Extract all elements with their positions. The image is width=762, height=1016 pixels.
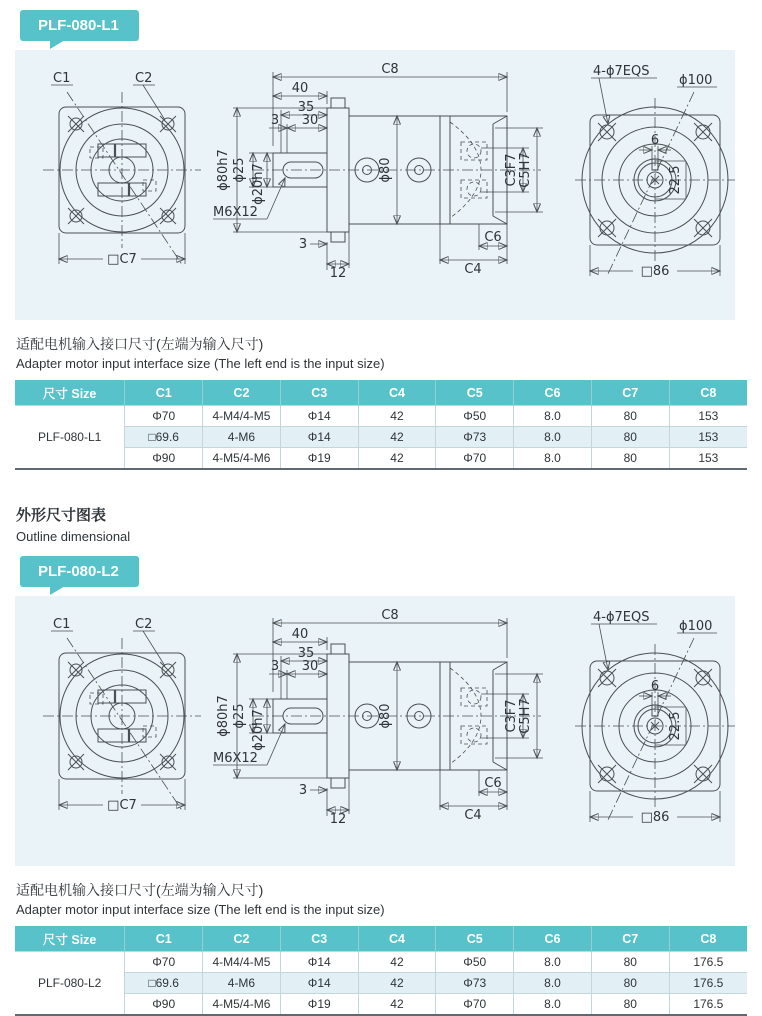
dim-40: 40	[291, 81, 309, 96]
technical-drawing	[15, 598, 735, 864]
col-header-c8: C8	[669, 380, 747, 406]
dim-12: 12	[329, 266, 347, 281]
cell: 176.5	[669, 973, 747, 994]
adapter-caption-1	[16, 334, 762, 371]
cell: 80	[591, 427, 669, 448]
label-d100: ϕ100	[679, 619, 713, 634]
cell: 153	[669, 406, 747, 427]
cell: Φ70	[125, 406, 203, 427]
label-c2: C2	[135, 617, 153, 632]
col-header-size: 尺寸 Size	[15, 926, 125, 952]
view-section	[213, 608, 543, 827]
model-badge-l1: PLF-080-L1	[20, 10, 139, 41]
dim-c4: C4	[464, 262, 482, 277]
dim-3-top: 3	[270, 113, 280, 128]
dim-c5h7: C5H7	[518, 698, 533, 734]
dim-c7: □C7	[107, 798, 137, 813]
col-header-c6: C6	[514, 926, 592, 952]
dim-d80h7: ϕ80h7	[216, 695, 231, 737]
view-section	[213, 62, 543, 281]
col-header-c7: C7	[591, 380, 669, 406]
outline-zh: 外形尺寸图表	[16, 507, 107, 524]
cell: 4-M4/4-M5	[203, 406, 281, 427]
dim-d20h7: ϕ20h7	[251, 709, 266, 751]
cell: 4-M5/4-M6	[203, 994, 281, 1016]
cell: 80	[591, 973, 669, 994]
label-m6x12: M6X12	[213, 751, 258, 766]
dim-3-bottom: 3	[298, 237, 308, 252]
dim-c5h7: C5H7	[518, 152, 533, 188]
cell: 80	[591, 952, 669, 973]
cell: 42	[358, 994, 436, 1016]
cell: 8.0	[514, 406, 592, 427]
cell: Φ90	[125, 994, 203, 1016]
dim-c8: C8	[381, 608, 399, 623]
cell: 176.5	[669, 952, 747, 973]
table-row	[15, 994, 747, 1016]
dim-d80: ϕ80	[378, 157, 393, 183]
table-row	[15, 973, 747, 994]
dim-22-5: 22.5	[668, 165, 683, 195]
dim-30: 30	[301, 659, 319, 674]
dim-c3f7: C3F7	[504, 699, 519, 733]
outline-en: Outline dimensional	[16, 529, 131, 544]
dim-22-5: 22.5	[668, 711, 683, 741]
dim-40: 40	[291, 627, 309, 642]
col-header-c5: C5	[436, 380, 514, 406]
dim-30: 30	[301, 113, 319, 128]
label-c2: C2	[135, 71, 153, 86]
dim-35: 35	[297, 646, 315, 661]
table-row	[15, 406, 747, 427]
cell: Φ14	[280, 406, 358, 427]
model-cell: PLF-080-L2	[15, 952, 125, 1016]
dim-6: 6	[650, 679, 660, 694]
label-4-d7eqs: 4-ϕ7EQS	[593, 610, 650, 625]
col-header-c8: C8	[669, 926, 747, 952]
cell: 8.0	[514, 448, 592, 470]
cell: 4-M6	[203, 973, 281, 994]
cell: Φ90	[125, 448, 203, 470]
dim-d80: ϕ80	[378, 703, 393, 729]
cell: Φ70	[125, 952, 203, 973]
dim-c4: C4	[464, 808, 482, 823]
col-header-c4: C4	[358, 926, 436, 952]
label-c1: C1	[53, 71, 71, 86]
view-front-flange	[43, 71, 201, 267]
cell: 80	[591, 994, 669, 1016]
col-header-size: 尺寸 Size	[15, 380, 125, 406]
cell: □69.6	[125, 427, 203, 448]
header-row	[15, 380, 747, 406]
cell: 4-M5/4-M6	[203, 448, 281, 470]
technical-drawing	[15, 52, 735, 318]
drawing-panel-l2	[15, 596, 735, 866]
label-d100: ϕ100	[679, 73, 713, 88]
col-header-c5: C5	[436, 926, 514, 952]
table-row	[15, 952, 747, 973]
outline-heading	[16, 504, 762, 544]
cell: 80	[591, 406, 669, 427]
cell: Φ73	[436, 427, 514, 448]
col-header-c7: C7	[591, 926, 669, 952]
caption-zh: 适配电机输入接口尺寸(左端为输入尺寸)	[16, 336, 264, 352]
cell: □69.6	[125, 973, 203, 994]
table-row	[15, 427, 747, 448]
caption-en: Adapter motor input interface size (The left end is the input size)	[16, 356, 385, 371]
dim-12: 12	[329, 812, 347, 827]
cell: 42	[358, 427, 436, 448]
dim-6: 6	[650, 133, 660, 148]
label-m6x12: M6X12	[213, 205, 258, 220]
cell: Φ19	[280, 994, 358, 1016]
dim-c3f7: C3F7	[504, 153, 519, 187]
cell: 8.0	[514, 994, 592, 1016]
cell: 4-M6	[203, 427, 281, 448]
dim-86: □86	[640, 264, 670, 279]
drawing-panel-l1	[15, 50, 735, 320]
cell: 8.0	[514, 973, 592, 994]
dim-c6: C6	[484, 776, 502, 791]
dim-d20h7: ϕ20h7	[251, 163, 266, 205]
model-cell: PLF-080-L1	[15, 406, 125, 470]
dim-d25: ϕ25	[232, 157, 247, 183]
view-rear-flange	[575, 64, 735, 279]
cell: Φ50	[436, 406, 514, 427]
cell: 42	[358, 952, 436, 973]
label-4-d7eqs: 4-ϕ7EQS	[593, 64, 650, 79]
col-header-c1: C1	[125, 926, 203, 952]
cell: 42	[358, 448, 436, 470]
dim-c6: C6	[484, 230, 502, 245]
caption-zh: 适配电机输入接口尺寸(左端为输入尺寸)	[16, 882, 264, 898]
col-header-c2: C2	[203, 926, 281, 952]
col-header-c3: C3	[280, 380, 358, 406]
cell: 153	[669, 448, 747, 470]
dim-c7: □C7	[107, 252, 137, 267]
cell: 8.0	[514, 427, 592, 448]
cell: Φ70	[436, 448, 514, 470]
cell: Φ14	[280, 952, 358, 973]
col-header-c2: C2	[203, 380, 281, 406]
cell: 80	[591, 448, 669, 470]
view-rear-flange	[575, 610, 735, 825]
dim-86: □86	[640, 810, 670, 825]
view-front-flange	[43, 617, 201, 813]
cell: Φ19	[280, 448, 358, 470]
cell: Φ14	[280, 427, 358, 448]
cell: Φ73	[436, 973, 514, 994]
label-c1: C1	[53, 617, 71, 632]
cell: Φ70	[436, 994, 514, 1016]
model-badge-l2: PLF-080-L2	[20, 556, 139, 587]
dimension-table-l1	[15, 380, 747, 470]
cell: 4-M4/4-M5	[203, 952, 281, 973]
adapter-caption-2	[16, 880, 762, 917]
cell: 153	[669, 427, 747, 448]
col-header-c6: C6	[514, 380, 592, 406]
cell: Φ14	[280, 973, 358, 994]
cell: 42	[358, 973, 436, 994]
col-header-c3: C3	[280, 926, 358, 952]
col-header-c4: C4	[358, 380, 436, 406]
dim-3-bottom: 3	[298, 783, 308, 798]
caption-en: Adapter motor input interface size (The left end is the input size)	[16, 902, 385, 917]
dim-d80h7: ϕ80h7	[216, 149, 231, 191]
cell: Φ50	[436, 952, 514, 973]
dim-35: 35	[297, 100, 315, 115]
dim-c8: C8	[381, 62, 399, 77]
cell: 176.5	[669, 994, 747, 1016]
dim-3-top: 3	[270, 659, 280, 674]
dimension-table-l2	[15, 926, 747, 1016]
header-row	[15, 926, 747, 952]
dim-d25: ϕ25	[232, 703, 247, 729]
col-header-c1: C1	[125, 380, 203, 406]
cell: 8.0	[514, 952, 592, 973]
table-row	[15, 448, 747, 470]
cell: 42	[358, 406, 436, 427]
